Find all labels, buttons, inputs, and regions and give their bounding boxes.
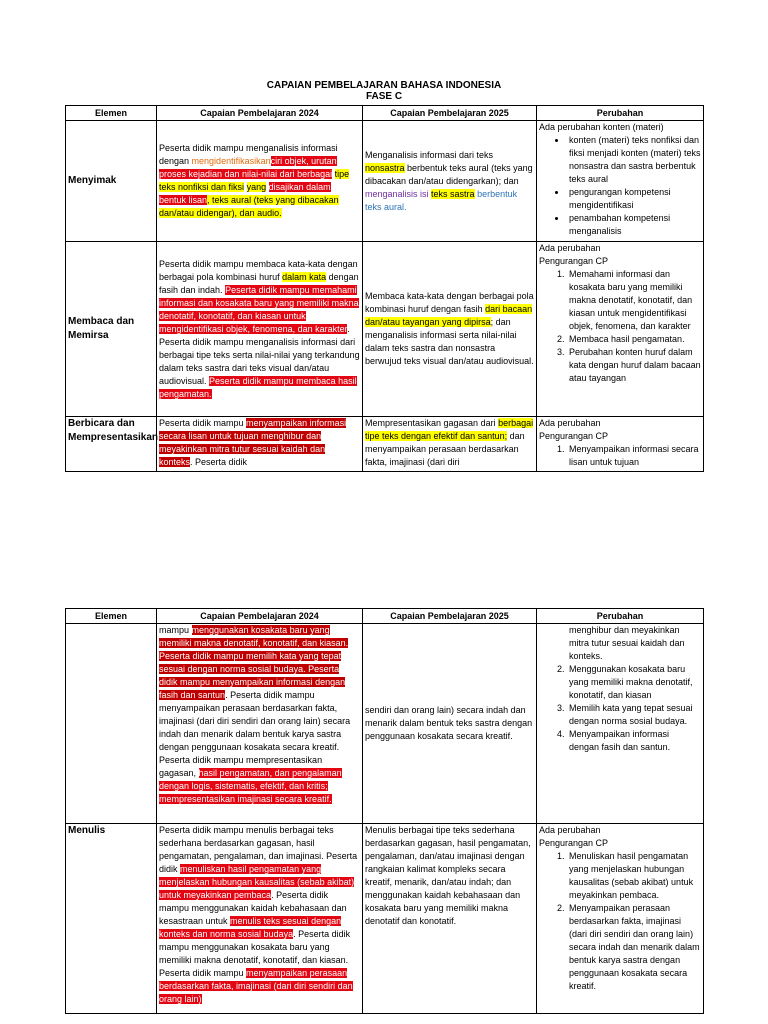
title-line-2: FASE C (365, 91, 403, 102)
list-item: 1. Menuliskan hasil pengamatan yang menjelaskan hubungan kausalitas (sebab akibat) untuk meyakinkan pembaca. (567, 850, 701, 902)
perubahan-intro: Ada perubahan konten (materi) (539, 122, 664, 132)
perubahan-list (539, 850, 701, 993)
highlight-yellow: nonsastra (365, 162, 405, 173)
text-run-orange: mengidentifikasikan (191, 156, 271, 166)
header-elemen: Elemen (66, 106, 157, 121)
list-item: 2. Membaca hasil pengamatan. (567, 333, 701, 346)
perubahan-intro: Ada perubahan (539, 825, 601, 835)
text-run: dan menyampaikan perasaan berdasarkan fakta, imajinasi (dari diri (365, 431, 525, 467)
perubahan-intro: Ada perubahan (539, 243, 601, 253)
cp-table-page-1 (65, 105, 704, 472)
highlight-red: Peserta didik mampu memahami informasi dan kosakata baru yang memiliki makna denotatif, konotatif, dan kiasan untuk mengidentifikasi objek, fenomena, dan karakter (159, 284, 359, 334)
table-row-berbicara (66, 417, 704, 472)
list-item: 2. Menyampaikan perasaan berdasarkan fakta, imajinasi (dari diri sendiri dan orang lain) secara indah dan menarik dalam bentuk karya sastra dengan penggunaan kosakata secara kreatif. (567, 902, 701, 993)
perubahan-menyimak (537, 121, 704, 242)
cp2024-membaca (157, 242, 363, 417)
highlight-yellow: dalam kata (282, 271, 327, 282)
table-header-row (66, 106, 704, 121)
text-run-purple: menganalisis isi (365, 188, 429, 199)
highlight-yellow: teks nonfiksi dan fiksi (159, 182, 245, 192)
text-run: . Peserta didik mampu menggunakan kaidah kebahasaan dan kesastraan untuk (159, 890, 347, 926)
highlight-yellow: tipe (334, 169, 350, 179)
text-run: Peserta didik mampu (159, 418, 247, 428)
highlight-yellow: dari bacaan dan/atau tayangan yang dipirsa (365, 304, 533, 327)
text-run: . Peserta didik mampu menganalisis informasi dari berbagai tipe teks serta nilai-nilai yang terkandung dalam teks sastra dari teks visual dan/atau audiovisual. (159, 323, 360, 386)
text-run: Peserta didik mampu menulis berbagai teks sederhana berdasarkan gagasan, hasil pengamatan, pengalaman, dan imajinasi. Peserta didik (159, 825, 358, 874)
text-run-blue: berbentuk teks aural. (365, 188, 518, 212)
perubahan-lead: menghibur dan meyakinkan mitra tutur sesuai kaidah dan konteks. (569, 625, 685, 661)
header-cp-2025: Capaian Pembelajaran 2025 (363, 609, 537, 624)
text-run: Membaca kata-kata dengan berbagai pola kombinasi huruf dengan fasih (365, 291, 534, 314)
perubahan-intro: Ada perubahan (539, 418, 601, 428)
list-item: • pengurangan kompetensi mengidentifikasi (567, 186, 701, 212)
perubahan-membaca (537, 242, 704, 417)
elemen-menyimak: Menyimak (66, 121, 157, 242)
text-run: mampu (159, 625, 192, 635)
table-row-menyimak (66, 121, 704, 242)
highlight-dark-red: menyampaikan informasi secara lisan untuk tujuan menghibur dan meyakinkan mitra tutur sesuai kaidah dan konteks (159, 418, 347, 467)
title-line-1: CAPAIAN PEMBELAJARAN BAHASA INDONESIA (266, 80, 502, 91)
list-item: 3. Memilih kata yang tepat sesuai dengan norma sosial budaya. (567, 702, 701, 728)
list-item: • konten (materi) teks nonfiksi dan fiksi menjadi konten (materi) teks nonsastra dan sastra berbentuk teks aural (567, 134, 701, 186)
highlight-dark-red: menggunakan kosakata baru yang memiliki makna denotatif, konotatif, dan kiasan. Peserta didik mampu memilih kata yang tepat sesuai dengan norma sosial budaya. Peserta didik mampu menyampaikan informasi dengan fasih dan santun (159, 625, 349, 700)
list-item: 1. Menyampaikan informasi secara lisan untuk tujuan (567, 443, 701, 469)
perubahan-berbicara (537, 417, 704, 472)
highlight-red: menuliskan hasil pengamatan yang menjelaskan hubungan kausalitas (sebab akibat) untuk meyakinkan pembaca (159, 864, 355, 900)
header-cp-2024: Capaian Pembelajaran 2024 (157, 106, 363, 121)
highlight-red: hasil pengamatan, dan pengalaman dengan logis, sistematis, efektif, dan kritis; mempresentasikan imajinasi secara kreatif. (159, 768, 342, 804)
highlight-yellow: yang (246, 182, 267, 192)
highlight-red: Peserta didik mampu membaca hasil pengamatan. (159, 375, 357, 399)
table-header-row (66, 609, 704, 624)
document-title (0, 80, 768, 102)
header-perubahan: Perubahan (537, 609, 704, 624)
text-run: Menganalisis informasi dari teks (365, 149, 494, 160)
perubahan-berbicara-continued (537, 624, 704, 824)
perubahan-subintro: Pengurangan CP (539, 838, 609, 848)
cp2024-berbicara (157, 417, 363, 472)
perubahan-subintro: Pengurangan CP (539, 256, 609, 266)
cp2025-berbicara-continued: sendiri dan orang lain) secara indah dan menarik dalam bentuk teks sastra dengan penggunaan kosakata secara kreatif. (363, 624, 537, 824)
text-run: Mempresentasikan gagasan dari (365, 418, 499, 428)
cp2025-menulis-text: Menulis berbagai tipe teks sederhana berdasarkan gagasan, hasil pengamatan, pengalaman, dan/atau imajinasi dengan rangkaian kalimat kompleks secara kreatif, menarik, dan/atau indah; dan menggunakan kaidah kebahasaan dan kosakata baru yang memiliki makna denotatif dan konotatif. (365, 825, 531, 926)
cp2025-berbicara (363, 417, 537, 472)
highlight-red: menyampaikan perasaan berdasarkan fakta, imajinasi (dari diri sendiri dan orang lain) (159, 968, 353, 1004)
elemen-berbicara: Berbicara dan Mempresentasikan (66, 417, 157, 472)
cp2025-menyimak (363, 121, 537, 242)
list-item: • penambahan kompetensi menganalisis (567, 212, 701, 238)
list-item: 2. Menggunakan kosakata baru yang memiliki makna denotatif, konotatif, dan kiasan (567, 663, 701, 702)
highlight-yellow: teks sastra (431, 188, 475, 199)
list-item: 4. Menyampaikan informasi dengan fasih dan santun. (567, 728, 701, 754)
table-row-menulis (66, 824, 704, 1014)
elemen-membaca: Membaca dan Memirsa (66, 242, 157, 417)
header-cp-2025: Capaian Pembelajaran 2025 (363, 106, 537, 121)
cp2025-menulis (363, 824, 537, 1014)
list-item: 1. Memahami informasi dan kosakata baru yang memiliki makna denotatif, konotatif, dan kiasan untuk mengidentifikasi objek, fenomena, dan karakter (567, 268, 701, 333)
highlight-yellow: , teks aural (teks yang dibacakan dan/atau didengar), dan audio. (159, 195, 339, 218)
cp2024-menyimak (157, 121, 363, 242)
header-elemen: Elemen (66, 609, 157, 624)
header-perubahan: Perubahan (537, 106, 704, 121)
highlight-red: disajikan dalam bentuk lisan (159, 182, 331, 205)
perubahan-subintro: Pengurangan CP (539, 431, 609, 441)
header-cp-2024: Capaian Pembelajaran 2024 (157, 609, 363, 624)
cp2025-membaca (363, 242, 537, 417)
cp-table-page-2 (65, 608, 704, 1014)
text-run: ; dan menganalisis informasi serta nilai-nilai dalam teks sastra dan nonsastra berwujud teks visual dan/atau audiovisual. (365, 317, 534, 366)
text-run: Peserta didik mampu menganalisis informasi dengan (159, 143, 338, 166)
elemen-menulis: Menulis (66, 824, 157, 1014)
text-run: Peserta didik mampu membaca kata-kata dengan berbagai pola kombinasi huruf (159, 258, 358, 282)
text-run: . Peserta didik mampu menggunakan kosakata baru yang memiliki makna denotatif, konotatif, dan kiasan. Peserta didik mampu (159, 929, 351, 978)
text-run: . Peserta didik (190, 457, 248, 467)
highlight-red: menulis teks sesuai dengan konteks dan norma sosial budaya (159, 916, 342, 939)
text-run: berbentuk teks aural (teks yang dibacakan dan/atau didengarkan); dan (365, 162, 533, 186)
table-row-membaca (66, 242, 704, 417)
perubahan-list (539, 663, 701, 754)
perubahan-menulis (537, 824, 704, 1014)
highlight-red: ciri objek, urutan proses kejadian dan nilai-nilai dari berbagai (159, 156, 337, 179)
perubahan-list (539, 268, 701, 385)
table-row-berbicara-continued (66, 624, 704, 824)
perubahan-list (539, 443, 701, 469)
highlight-yellow: berbagai tipe teks dengan efektif dan santun; (365, 418, 534, 441)
cp2024-menulis (157, 824, 363, 1014)
text-run: dengan fasih dan indah. (159, 271, 359, 295)
list-item: 3. Perubahan konten huruf dalam kata dengan huruf dalam bacaan atau tayangan (567, 346, 701, 385)
perubahan-list (539, 134, 701, 238)
elemen-empty (66, 624, 157, 824)
cp2024-berbicara-continued (157, 624, 363, 824)
text-run: . Peserta didik mampu menyampaikan perasaan berdasarkan fakta, imajinasi (dari diri sendiri dan orang lain) secara indah dan menarik dalam bentuk karya sastra dengan penggunaan kosakata secara kreatif. Peserta didik mampu mempresentasikan gagasan, (159, 690, 351, 778)
